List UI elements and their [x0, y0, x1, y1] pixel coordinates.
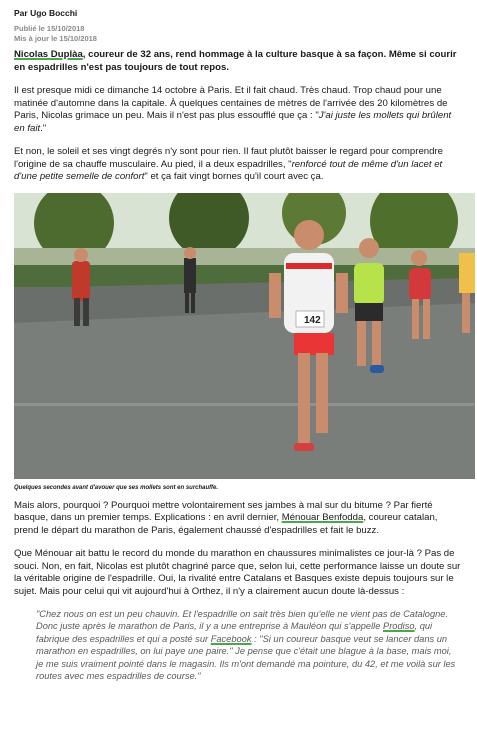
published-date: Publié le 15/10/2018	[14, 24, 85, 33]
bib-number: 142	[304, 314, 321, 326]
paragraph-4	[14, 500, 463, 538]
paragraph-4-text: Mais alors, pourquoi ? Pourquoi mettre volontairement ses jambes à mal sur du bitume ? Par fierté basque, dans un premier temps. Explications : en avril dernier,	[14, 499, 433, 523]
prodiso-link[interactable]: Prodiso	[383, 621, 415, 632]
author-byline: Par Ugo Bocchi	[14, 8, 78, 18]
paragraph-3-text: Et non, le soleil et ses vingt degrés n'y sont pour rien. Il faut plutôt baisser le regard pour comprendre l'origine de sa chauffe musculaire. Au pied, il a deux espadrilles, "	[14, 146, 443, 170]
paragraph-2-text: Il est presque midi ce dimanche 14 octobre à Paris. Et il fait chaud. Très chaud. Trop chaud pour une matinée d'automne dans la capitale. À quelques centaines de mètres de l'arrivée des 20 kilomètres de Paris, Nicolas grimace un peu. Mais il n'est pas plus essoufflé que ça : "	[14, 85, 448, 121]
paragraph-2-end: ."	[40, 122, 47, 134]
quote-part3: : "Si un coureur basque veut se lancer dans un marathon en espadrilles, on lui paye une paire." Je pense que c'était une blague à la base, mais moi, je me suis vraiment pointé dans le magasin. Ils m'ont demandé ma pointure, du 42, et me voilà sur les routes avec mes espadrilles de course."	[36, 633, 456, 682]
photo-caption: Quelques secondes avant d'avouer que ses mollets sont en surchauffe.	[14, 484, 219, 491]
paragraph-4-end: , coureur catalan, prend le départ du marathon de Paris, également chaussé d'espadrilles et fait le buzz.	[14, 512, 438, 536]
facebook-link[interactable]: Facebook	[210, 633, 252, 644]
paragraph-2-quote: J'ai juste les mollets qui brûlent en fait	[14, 110, 452, 134]
paragraph-3-quote: renforcé tout de même d'un lacet et d'une petite semelle de confort	[14, 158, 443, 182]
updated-date: Mis à jour le 15/10/2018	[14, 34, 97, 43]
lead-text: , coureur de 32 ans, rend hommage à la culture basque à sa façon. Même si courir en espadrilles n'est pas toujours de tout repos.	[14, 49, 457, 73]
paragraph-3-end: " et ça fait vingt bornes qu'il court avec ça.	[144, 171, 324, 182]
paragraph-5: Que Ménouar ait battu le record du monde du marathon en chaussures minimalistes ce jour-là ? Pas de souci. Non, en fait, Nicolas est plutôt chagriné parce que, selon lui, cette performance laisse un doute sur la véritable origine de l'espadrille. Oui, la rivalité entre Catalans et Basques existe depuis toujours sur le sujet. Mais pour celui qui vit aujourd'hui à Orthez, il n'y a clairement aucun doute là-dessus :	[14, 548, 461, 597]
name-link[interactable]: Nicolas Duplàa	[14, 49, 83, 60]
race-photo	[14, 193, 475, 479]
quote-part1: "Chez nous on est un peu chauvin. Et l'espadrille on sait très bien qu'elle ne vient pas de Catalogne. Donc juste après le marathon de Paris, il y a une entreprise à Mauléon qui s'appelle	[36, 609, 449, 632]
quote-part2: , qui fabrique des espadrilles et qui a posté sur	[36, 621, 433, 644]
lead-paragraph	[14, 49, 463, 74]
paragraph-3	[14, 146, 463, 184]
paragraph-2	[14, 85, 463, 135]
article-dates	[14, 24, 463, 44]
menouar-link[interactable]: Ménouar Benfodda	[281, 512, 364, 523]
runners-illustration	[14, 193, 475, 479]
blockquote	[36, 608, 461, 682]
